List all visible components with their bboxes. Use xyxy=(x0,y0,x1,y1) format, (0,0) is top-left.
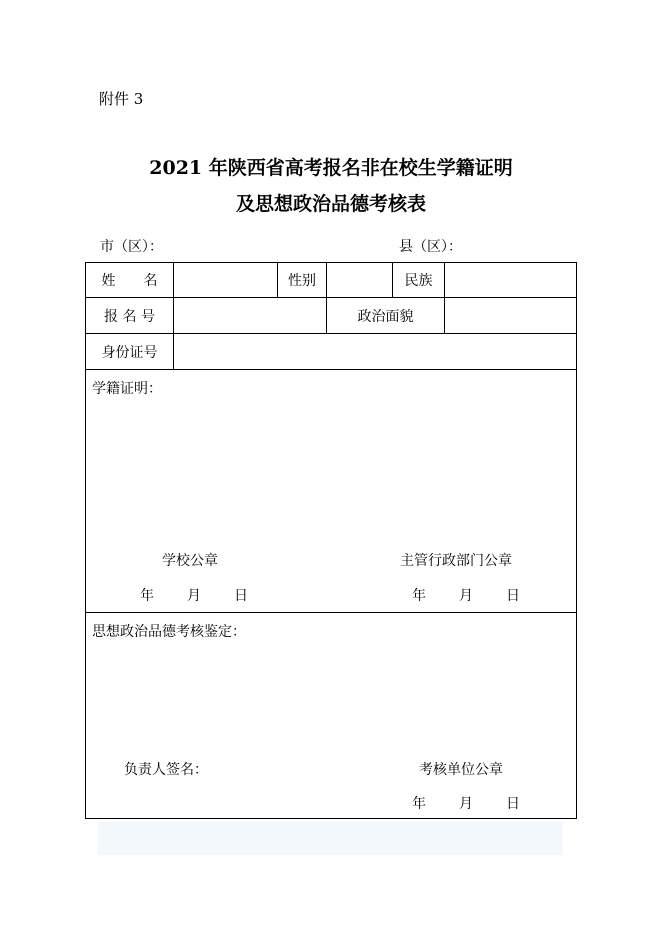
form-table xyxy=(85,262,577,819)
school-seal-label: 学校公章 xyxy=(162,553,218,569)
ethnicity-label: 民族 xyxy=(404,273,433,289)
name-label: 姓 名 xyxy=(101,273,158,289)
admin-year: 年 xyxy=(412,588,426,604)
moral-day: 日 xyxy=(506,796,520,812)
attachment-label: 附件 3 xyxy=(99,90,144,108)
reg-no-field[interactable] xyxy=(174,298,326,333)
section-divider xyxy=(86,612,576,613)
moral-section-title: 思想政治品德考核鉴定： xyxy=(92,624,246,640)
moral-month: 月 xyxy=(459,796,473,812)
ethnicity-field[interactable] xyxy=(445,263,576,297)
row-divider xyxy=(86,369,576,370)
school-section-title: 学籍证明： xyxy=(92,381,162,397)
gender-field[interactable] xyxy=(327,263,392,297)
school-year: 年 xyxy=(140,588,154,604)
id-label: 身份证号 xyxy=(101,344,158,361)
political-label: 政治面貌 xyxy=(357,308,414,325)
admin-day: 日 xyxy=(506,588,520,604)
bottom-band xyxy=(98,822,563,855)
political-field[interactable] xyxy=(445,298,576,333)
moral-year: 年 xyxy=(412,796,426,812)
signer-label: 负责人签名： xyxy=(124,762,208,778)
school-month: 月 xyxy=(187,588,201,604)
id-field[interactable] xyxy=(174,334,576,369)
form-title-line1: 2021 年陕西省高考报名非在校生学籍证明 xyxy=(149,157,513,179)
county-label: 县（区）： xyxy=(399,239,462,255)
form-title-line2: 及思想政治品德考核表 xyxy=(235,193,426,215)
city-label: 市（区）： xyxy=(100,239,163,255)
school-day: 日 xyxy=(234,588,248,604)
name-field[interactable] xyxy=(174,263,277,297)
gender-label: 性别 xyxy=(288,273,316,289)
unit-seal-label: 考核单位公章 xyxy=(419,762,503,778)
admin-seal-label: 主管行政部门公章 xyxy=(400,553,512,569)
reg-no-label: 报 名 号 xyxy=(104,308,155,325)
admin-month: 月 xyxy=(459,588,473,604)
